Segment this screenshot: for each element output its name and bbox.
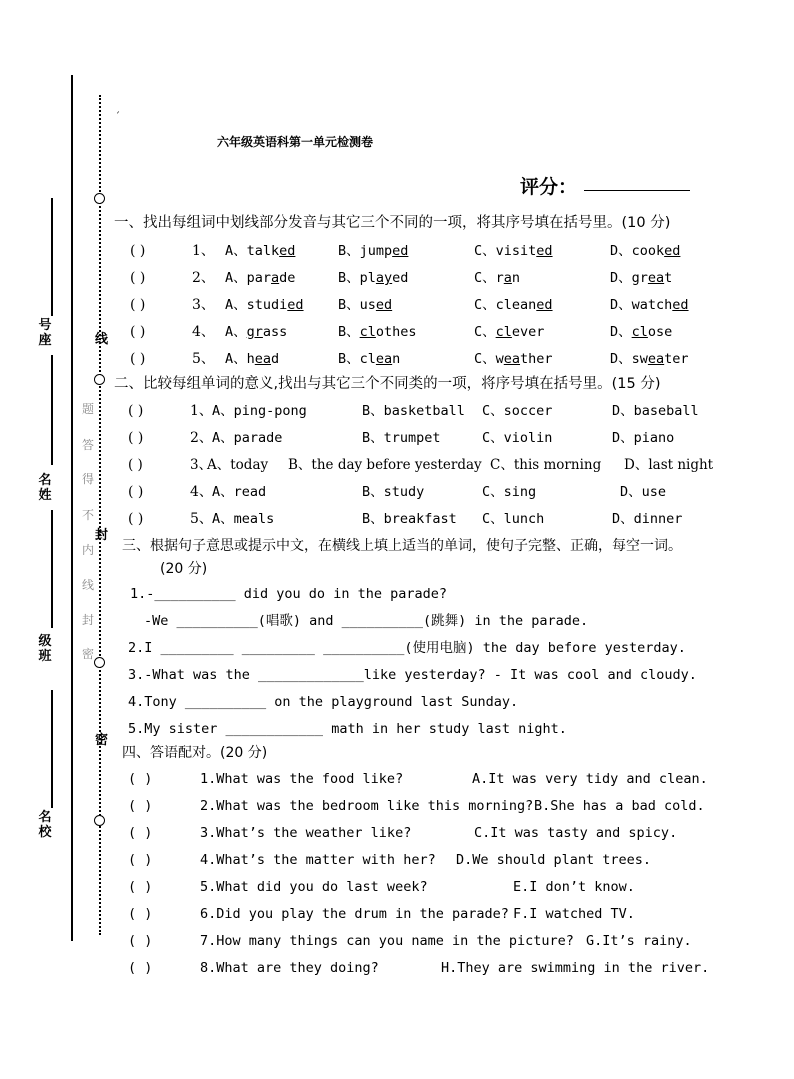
field-line bbox=[51, 198, 53, 316]
fill-line-3[interactable]: 3.-What was the _____________like yesterday? - It was cool and cloudy. bbox=[128, 667, 697, 683]
option-a: A、head bbox=[225, 351, 280, 367]
answer-paren[interactable]: ( ) bbox=[130, 351, 146, 367]
score-label: 评分： bbox=[520, 176, 578, 198]
answer-paren[interactable]: ( ) bbox=[128, 771, 153, 787]
option-a: A、ping-pong bbox=[212, 403, 307, 419]
note-char: 题 bbox=[82, 402, 95, 416]
question: 3.What’s the weather like? bbox=[200, 825, 412, 841]
section1-heading: 一、找出每组词中划线部分发音与其它三个不同的一项，将其序号填在括号里。(10 分) bbox=[114, 215, 671, 231]
fill-line-4[interactable]: 4.Tony __________ on the playground last Sunday. bbox=[128, 694, 519, 710]
question: 1.What was the food like? bbox=[200, 771, 404, 787]
answer-option: H.They are swimming in the river. bbox=[441, 960, 710, 976]
answer-paren[interactable]: ( ) bbox=[128, 403, 144, 419]
item-number: 5、 bbox=[190, 511, 213, 527]
school-label: 名校 bbox=[38, 810, 52, 840]
note-char: 线 bbox=[82, 578, 95, 592]
fill-line-2[interactable]: 2.I _________ _________ __________(使用电脑) the day before yesterday. bbox=[128, 640, 686, 656]
option-c: C、lunch bbox=[482, 511, 545, 527]
option-a: A、read bbox=[212, 484, 267, 500]
section4-heading: 四、答语配对。(20 分) bbox=[122, 745, 268, 761]
option-d: D、dinner bbox=[612, 511, 683, 527]
item-number: 1、 bbox=[190, 403, 213, 419]
item-number: 2、 bbox=[192, 270, 215, 286]
tick-mark: ˊ bbox=[115, 112, 120, 123]
binding-hole bbox=[94, 193, 105, 204]
answer-paren[interactable]: ( ) bbox=[128, 933, 153, 949]
question: 6.Did you play the drum in the parade? bbox=[200, 906, 509, 922]
option-b: B、used bbox=[338, 297, 393, 313]
field-line bbox=[51, 510, 53, 628]
item-number: 4、 bbox=[192, 324, 215, 340]
seat-number-label: 号座 bbox=[38, 318, 52, 348]
option-b: B、jumped bbox=[338, 243, 409, 259]
option-b: B、clean bbox=[338, 351, 401, 367]
option-c: C、weather bbox=[474, 351, 553, 367]
question: 7.How many things can you name in the picture? bbox=[200, 933, 574, 949]
item-number: 3、 bbox=[192, 297, 215, 313]
note-char: 封 bbox=[82, 613, 95, 627]
item-number: 4、 bbox=[190, 484, 213, 500]
option-d: D、sweater bbox=[610, 351, 689, 367]
question: 5.What did you do last week? bbox=[200, 879, 428, 895]
seal-char-feng: 封 bbox=[95, 528, 109, 543]
section3-points: (20 分) bbox=[160, 561, 208, 577]
answer-option: E.I don’t know. bbox=[513, 879, 635, 895]
option-d: D、piano bbox=[612, 430, 675, 446]
seal-char-mi: 密 bbox=[95, 733, 109, 748]
answer-paren[interactable]: ( ) bbox=[128, 825, 153, 841]
answer-paren[interactable]: ( ) bbox=[130, 270, 146, 286]
answer-paren[interactable]: ( ) bbox=[128, 484, 144, 500]
class-label: 级班 bbox=[38, 634, 52, 664]
dotted-seal-line bbox=[99, 95, 101, 935]
answer-paren[interactable]: ( ) bbox=[128, 457, 143, 473]
option-c: C、cleaned bbox=[474, 297, 553, 313]
question: 2.What was the bedroom like this morning? bbox=[200, 798, 534, 814]
answer-option: D.We should plant trees. bbox=[456, 852, 652, 868]
answer-option: B.She has a bad cold. bbox=[534, 798, 705, 814]
option-a: A、grass bbox=[225, 324, 288, 340]
item-number: 2、 bbox=[190, 430, 213, 446]
option-c: C、visited bbox=[474, 243, 553, 259]
page-title: 六年级英语科第一单元检测卷 bbox=[217, 135, 374, 149]
binding-hole bbox=[94, 657, 105, 668]
name-label: 名姓 bbox=[38, 473, 52, 503]
answer-option: F.I watched TV. bbox=[513, 906, 635, 922]
option-c: C、sing bbox=[482, 484, 537, 500]
answer-paren[interactable]: ( ) bbox=[128, 511, 144, 527]
option-c: C、clever bbox=[474, 324, 545, 340]
answer-paren[interactable]: ( ) bbox=[128, 430, 144, 446]
option-d: D、use bbox=[620, 484, 667, 500]
option-a: A、talked bbox=[225, 243, 296, 259]
option-d: D、last night bbox=[624, 457, 714, 473]
answer-paren[interactable]: ( ) bbox=[130, 297, 146, 313]
item-number: 5、 bbox=[192, 351, 215, 367]
fill-line-1b[interactable]: -We __________(唱歌) and __________(跳舞) in the parade. bbox=[144, 613, 589, 629]
note-char: 密 bbox=[82, 647, 95, 661]
option-a: A、parade bbox=[212, 430, 283, 446]
section2-heading: 二、比较每组单词的意义,找出与其它三个不同类的一项，将序号填在括号里。(15 分) bbox=[114, 376, 661, 392]
field-line bbox=[51, 690, 53, 808]
option-b: B、played bbox=[338, 270, 409, 286]
item-number: 1、 bbox=[192, 243, 215, 259]
option-a: A、parade bbox=[225, 270, 296, 286]
answer-paren[interactable]: ( ) bbox=[128, 852, 153, 868]
option-c: C、violin bbox=[482, 430, 553, 446]
answer-paren[interactable]: ( ) bbox=[128, 879, 153, 895]
option-a: A、today bbox=[207, 457, 269, 473]
option-b: B、basketball bbox=[362, 403, 465, 419]
binding-line bbox=[71, 75, 73, 941]
option-d: D、watched bbox=[610, 297, 689, 313]
answer-paren[interactable]: ( ) bbox=[128, 906, 153, 922]
option-c: C、this morning bbox=[490, 457, 602, 473]
option-a: A、studied bbox=[225, 297, 304, 313]
option-b: B、clothes bbox=[338, 324, 417, 340]
note-char: 不 bbox=[82, 508, 95, 522]
option-b: B、the day before yesterday bbox=[288, 457, 482, 473]
answer-option: G.It’s rainy. bbox=[586, 933, 692, 949]
option-b: B、breakfast bbox=[362, 511, 457, 527]
binding-hole bbox=[94, 815, 105, 826]
option-b: B、study bbox=[362, 484, 425, 500]
answer-paren[interactable]: ( ) bbox=[128, 798, 153, 814]
answer-paren[interactable]: ( ) bbox=[130, 243, 146, 259]
score-blank[interactable] bbox=[584, 190, 690, 191]
question: 4.What’s the matter with her? bbox=[200, 852, 436, 868]
question: 8.What are they doing? bbox=[200, 960, 379, 976]
option-c: C、ran bbox=[474, 270, 521, 286]
seal-char-xian: 线 bbox=[95, 332, 109, 347]
option-d: D、close bbox=[610, 324, 673, 340]
option-b: B、trumpet bbox=[362, 430, 441, 446]
field-line bbox=[51, 355, 53, 465]
fill-line-5[interactable]: 5.My sister ____________ math in her study last night. bbox=[128, 721, 567, 737]
answer-option: C.It was tasty and spicy. bbox=[474, 825, 678, 841]
option-d: D、cooked bbox=[610, 243, 681, 259]
option-d: D、great bbox=[610, 270, 673, 286]
answer-paren[interactable]: ( ) bbox=[128, 960, 153, 976]
fill-line-1[interactable]: 1.-__________ did you do in the parade? bbox=[130, 586, 447, 602]
note-char: 内 bbox=[82, 543, 95, 557]
binding-hole bbox=[94, 374, 105, 385]
item-number: 3、 bbox=[190, 457, 213, 473]
option-d: D、baseball bbox=[612, 403, 699, 419]
note-char: 答 bbox=[82, 438, 95, 452]
answer-paren[interactable]: ( ) bbox=[130, 324, 146, 340]
option-a: A、meals bbox=[212, 511, 275, 527]
section3-heading: 三、根据句子意思或提示中文，在横线上填上适当的单词，使句子完整、正确，每空一词。 bbox=[122, 538, 682, 554]
note-char: 得 bbox=[82, 472, 95, 486]
answer-option: A.It was very tidy and clean. bbox=[472, 771, 708, 787]
option-c: C、soccer bbox=[482, 403, 553, 419]
